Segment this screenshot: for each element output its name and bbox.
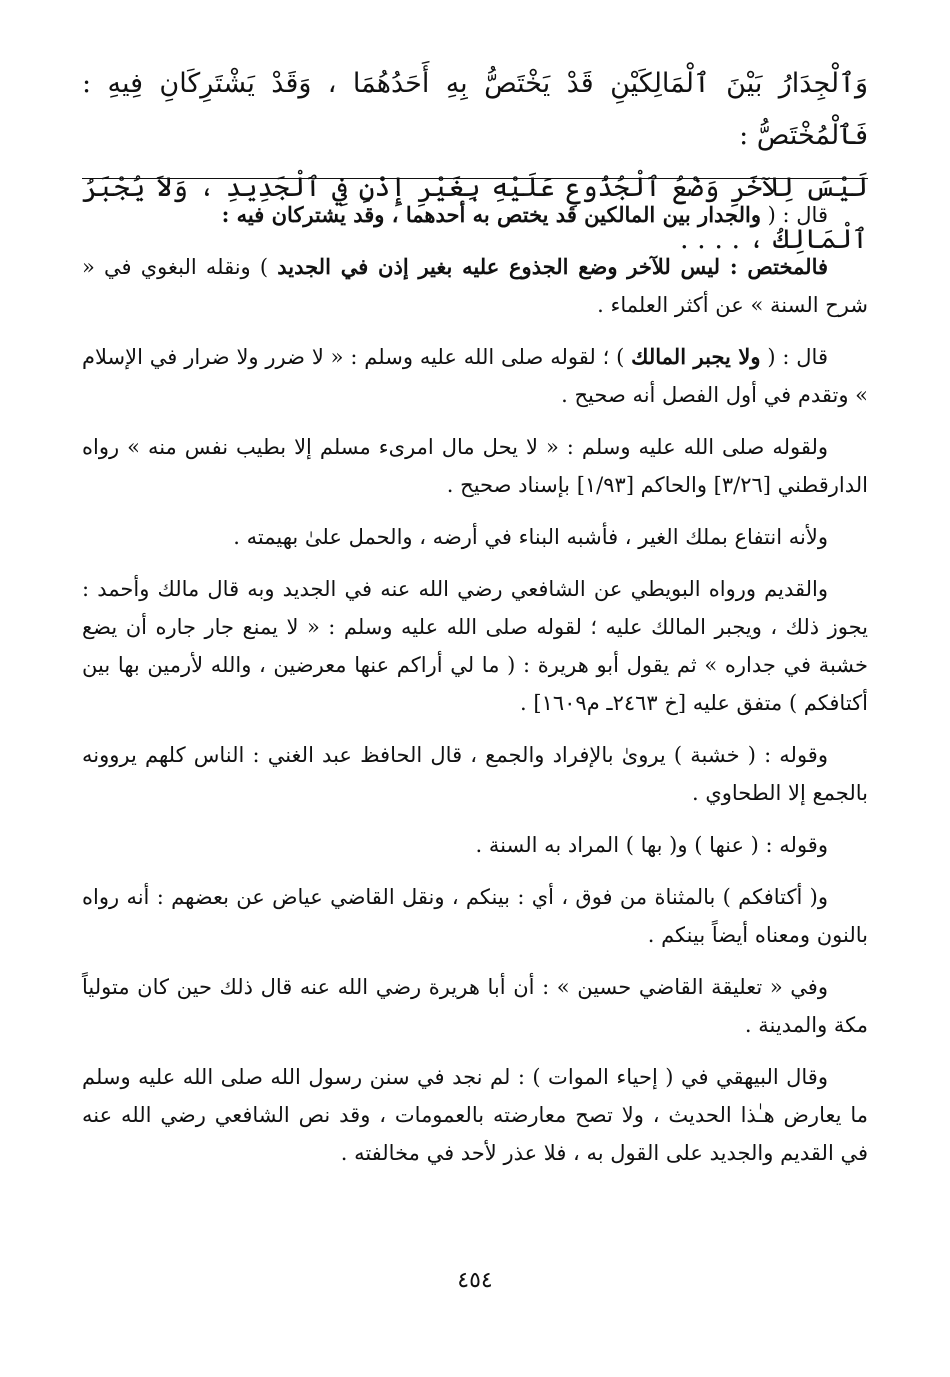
main-text-line: لَيْسَ لِلآخَرِ وَضْعُ ٱلْجُذُوعِ عَلَيْهِ بِغَيْرِ إِذْنٍ فِي ٱلْجَدِيدِ ، وَلاَ يُجْبَرُ ٱلْمَالِكُ ، . . . .: [82, 172, 868, 255]
quoted-main-text: والجدار بين المالكين قد يختص به أحدهما ، وقد يشتركان فيه :: [221, 202, 761, 227]
commentary-paragraph: [82, 736, 868, 812]
commentary-paragraph: [82, 428, 868, 504]
page-number: ٤٥٤: [457, 1268, 493, 1293]
paragraph-text: ) ؛ لقوله صلى الله عليه وسلم : « لا ضرر ولا ضرار في الإسلام » وتقدم في أول الفصل أنه صحيح .: [82, 345, 868, 407]
section-divider: [82, 178, 868, 179]
commentary-paragraph: [82, 878, 868, 954]
commentary-paragraph: [82, 1058, 868, 1172]
commentary-paragraph: [82, 518, 868, 556]
commentary-paragraph: [82, 826, 868, 864]
paragraph-text: والقديم ورواه البويطي عن الشافعي رضي الله عنه في الجديد وبه قال مالك وأحمد : يجوز ذلك ، ويجبر المالك عليه ؛ لقوله صلى الله عليه وسلم : « لا يمنع جار جاره أن يضع خشبة في جداره » ثم يقول أبو هريرة : ( ما لي أراكم عنها معرضين ، والله لأرمين بها بين أكتافكم ) متفق عليه [خ ٢٤٦٣ـ م١٦٠٩] .: [82, 577, 868, 715]
commentary-block: [82, 196, 868, 1186]
paragraph-text: ) ونقله البغوي في « شرح السنة » عن أكثر العلماء .: [82, 255, 868, 317]
paragraph-lead: قال : (: [761, 203, 828, 227]
commentary-paragraph: [82, 338, 868, 414]
paragraph-text: وقال البيهقي في ( إحياء الموات ) : لم نجد في سنن رسول الله صلى الله عليه وسلم ما يعارض هـٰذا الحديث ، ولا تصح معارضته بالعمومات ، وقد نص الشافعي رضي الله عنه في القديم والجديد على القول به ، فلا عذر لأحد في مخالفته .: [82, 1065, 868, 1165]
paragraph-text: وفي « تعليقة القاضي حسين » : أن أبا هريرة رضي الله عنه قال ذلك حين كان متولياً مكة والمدينة .: [82, 975, 868, 1037]
paragraph-text: ولأنه انتفاع بملك الغير ، فأشبه البناء في أرضه ، والحمل علىٰ بهيمته .: [233, 525, 828, 549]
paragraph-lead: قال : (: [760, 345, 828, 369]
main-text-line: وَٱلْجِدَارُ بَيْنَ ٱلْمَالِكَيْنِ قَدْ يَخْتَصُّ بِهِ أَحَدُهُمَا ، وَقَدْ يَشْتَرِكَانِ فِيهِ : فَٱلْمُخْتَصُّ :: [82, 68, 868, 151]
commentary-paragraph: [82, 248, 868, 324]
paragraph-text: وقوله : ( خشبة ) يروىٰ بالإفراد والجمع ، قال الحافظ عبد الغني : الناس كلهم يروونه بالجمع إلا الطحاوي .: [82, 743, 868, 805]
commentary-paragraph: [82, 196, 868, 234]
paragraph-text: و( أكتافكم ) بالمثناة من فوق ، أي : بينكم ، ونقل القاضي عياض عن بعضهم : أنه رواه بالنون ومعناه أيضاً بينكم .: [82, 885, 868, 947]
paragraph-text: وقوله : ( عنها ) و( بها ) المراد به السنة .: [475, 833, 828, 857]
quoted-main-text: فالمختص : ليس للآخر وضع الجذوع عليه بغير إذن في الجديد: [277, 254, 829, 279]
quoted-main-text: ولا يجبر المالك: [631, 344, 761, 369]
commentary-paragraph: [82, 968, 868, 1044]
paragraph-text: ولقوله صلى الله عليه وسلم : « لا يحل مال امرىء مسلم إلا بطيب نفس منه » رواه الدارقطني [٣/٢٦] والحاكم [١/٩٣] بإسناد صحيح .: [82, 435, 868, 497]
commentary-paragraph: [82, 570, 868, 722]
